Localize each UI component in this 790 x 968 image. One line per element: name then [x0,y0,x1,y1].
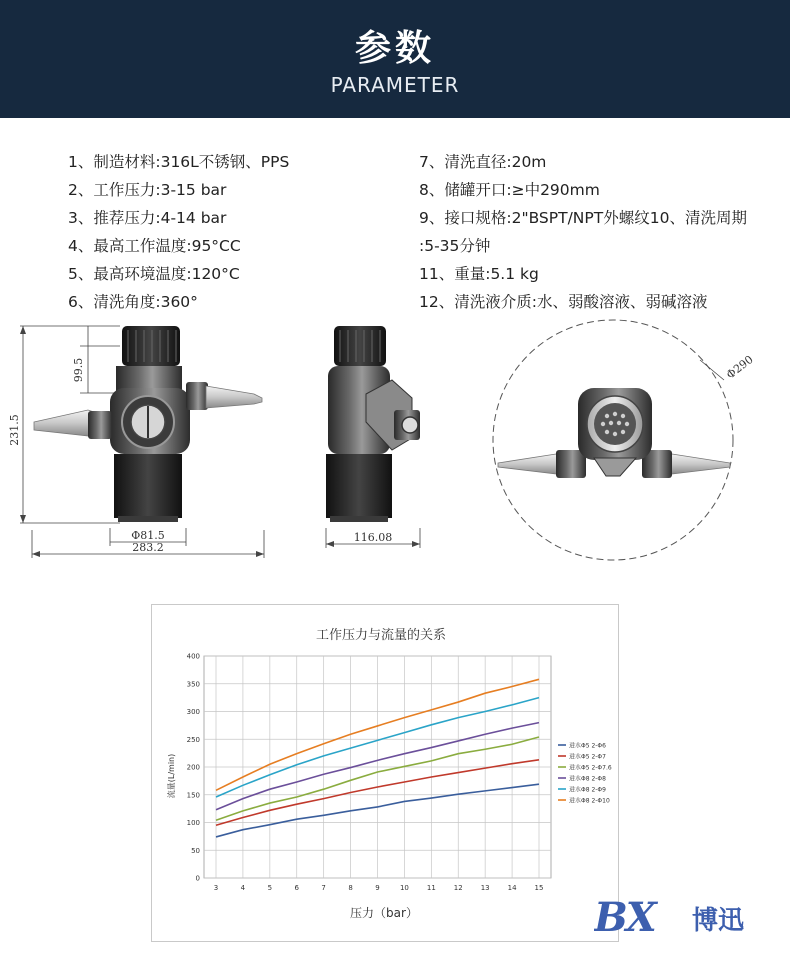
x-tick-label: 12 [453,884,463,892]
technical-drawing [0,318,790,583]
chart-frame [151,604,619,942]
x-tick-label: 9 [375,884,380,892]
logo-text: BX [594,894,655,941]
x-tick-label: 14 [507,884,517,892]
y-tick-label: 50 [191,846,200,855]
param-item: 9、接口规格:2"BSPT/NPT外螺纹10、清洗周期 [419,209,747,227]
chart-ticks [187,653,544,893]
flow-pressure-chart [152,605,618,941]
legend-label: 进水Φ8 2-Φ8 [569,775,606,783]
y-tick-label: 400 [186,652,200,661]
legend-label: 进水Φ5 2-Φ7.6 [569,764,612,772]
x-tick-label: 5 [267,884,273,892]
logo-text-cn: 博迅 [692,906,745,936]
x-tick-label: 4 [240,884,246,892]
dim-side-width: 116.08 [353,531,393,544]
page-title: 参数 [354,28,435,69]
y-tick-label: 100 [186,819,200,827]
y-tick-label: 150 [186,791,200,800]
dim-width-total: 283.2 [132,541,164,554]
legend-label: 进水Φ8 2-Φ9 [569,786,606,794]
x-tick-label: 15 [534,884,544,892]
param-item: 2、工作压力:3-15 bar [68,181,227,199]
y-tick-label: 0 [195,874,200,883]
param-item: 3、推荐压力:4-14 bar [68,209,227,227]
header-banner [0,0,790,118]
x-axis-label: 压力（bar） [350,906,418,920]
page-subtitle: PARAMETER [330,73,460,97]
chart-title: 工作压力与流量的关系 [315,628,447,643]
param-item: 6、清洗角度:360° [68,293,198,311]
y-tick-label: 250 [186,735,200,744]
param-item: 7、清洗直径:20m [419,153,547,171]
x-tick-label: 7 [321,884,326,892]
param-item: 1、制造材料:316L不锈钢、PPS [68,153,290,171]
param-item: 11、重量:5.1 kg [419,265,539,283]
front-view [8,326,264,558]
x-tick-label: 6 [294,884,299,892]
top-view [493,320,756,560]
x-tick-label: 3 [213,884,219,892]
x-tick-label: 13 [480,884,490,892]
side-view [326,326,420,548]
legend-label: 进水Φ8 2-Φ10 [569,797,610,805]
dim-diameter: Φ81.5 [131,529,165,542]
dim-height-total: 231.5 [8,414,21,446]
brand-logo [594,893,764,943]
x-tick-label: 11 [426,884,436,892]
x-tick-label: 8 [348,884,353,892]
x-tick-label: 10 [399,884,409,892]
dim-tank-opening: Φ290 [724,352,756,382]
legend-label: 进水Φ5 2-Φ7 [569,753,606,761]
param-item: :5-35分钟 [419,237,491,255]
y-tick-label: 350 [186,680,200,689]
y-tick-label: 200 [186,763,200,772]
y-tick-label: 300 [186,708,200,716]
param-item: 8、储罐开口:≥中290mm [419,181,600,199]
legend-label: 进水Φ5 2-Φ6 [569,742,606,750]
param-item: 4、最高工作温度:95°CC [68,237,241,255]
y-axis-label: 流量(L/min) [167,753,176,799]
params-left-column [68,148,398,316]
param-item: 12、清洗液介质:水、弱酸溶液、弱碱溶液 [419,293,708,311]
dim-height-top: 99.5 [72,357,85,383]
chart-legend [558,742,612,805]
param-item: 5、最高环境温度:120°C [68,265,240,283]
params-right-column [419,148,779,316]
